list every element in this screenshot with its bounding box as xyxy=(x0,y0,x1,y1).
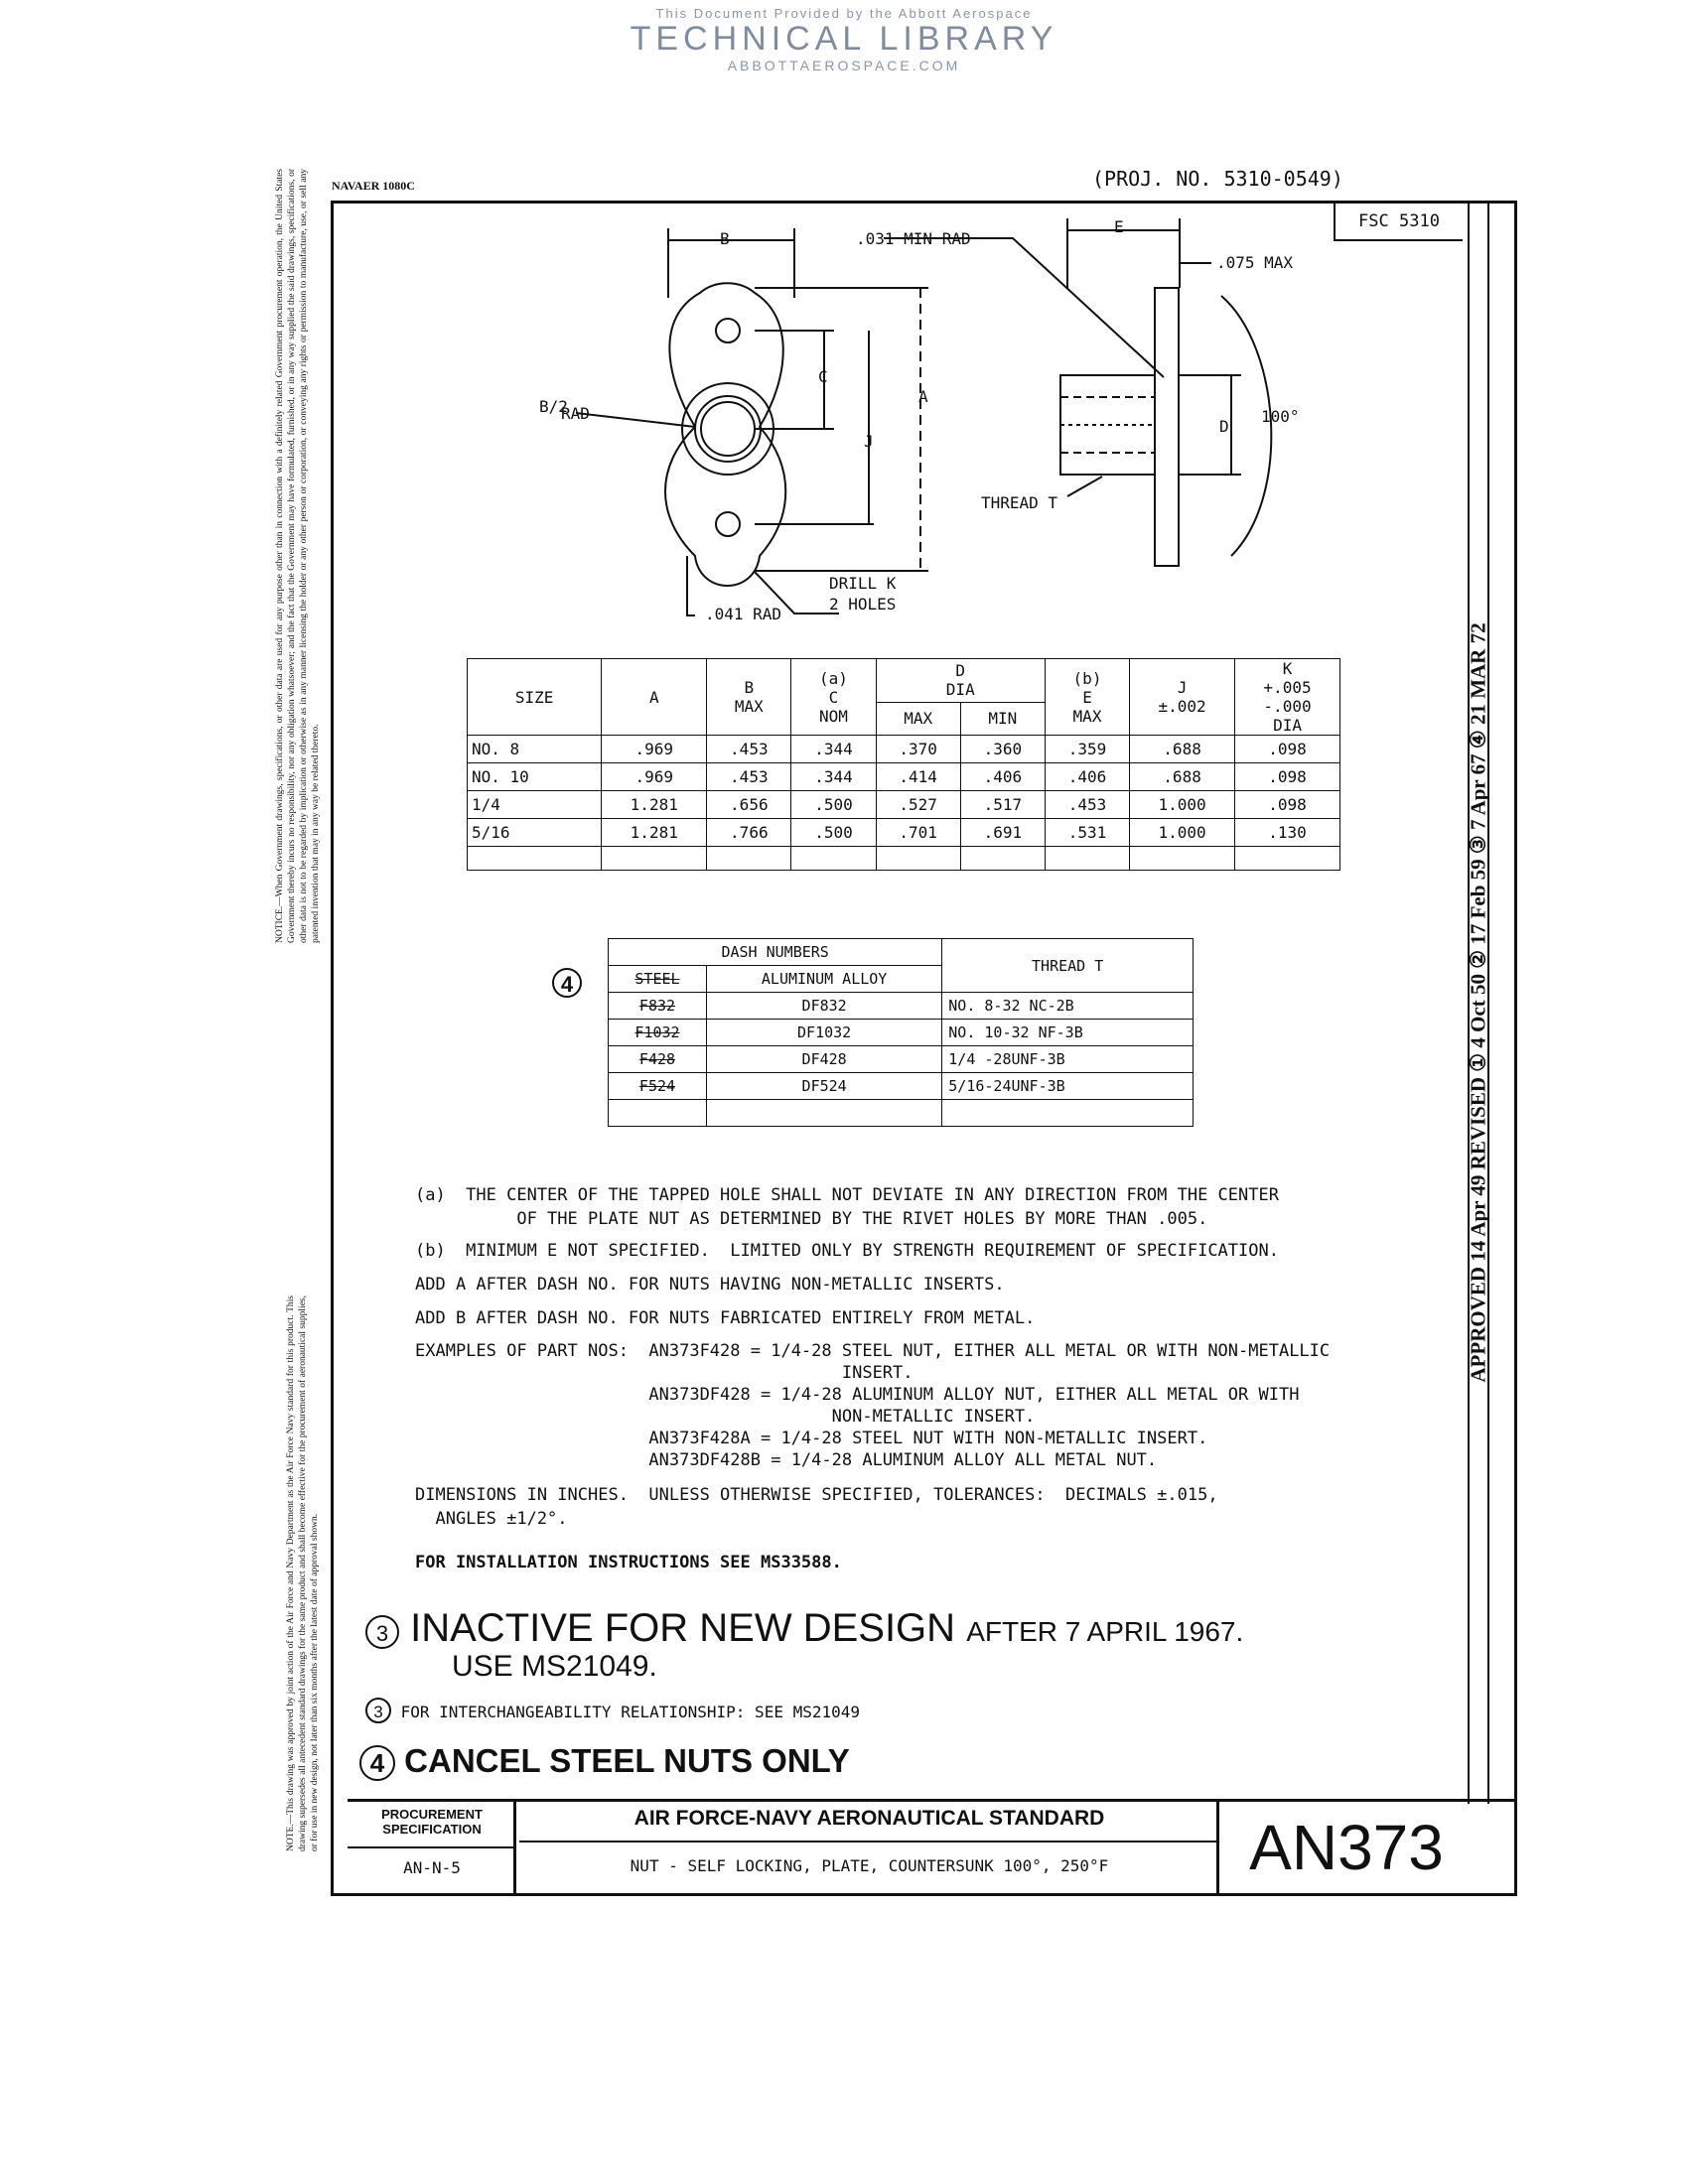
label-075: .075 MAX xyxy=(1216,253,1294,272)
label-b: B xyxy=(720,229,730,248)
dash-row xyxy=(609,1073,1194,1100)
dash-row-empty xyxy=(609,1100,1194,1127)
label-c: C xyxy=(818,367,828,386)
dash-cell-steel: F1032 xyxy=(609,1020,707,1046)
part-description: NUT - SELF LOCKING, PLATE, COUNTERSUNK 100°, 250°F xyxy=(630,1856,1109,1875)
label-a: A xyxy=(918,387,928,406)
cell-dmax: .527 xyxy=(876,791,960,819)
notice-text: NOTICE.—When Government drawings, specifications, or other data are used for any purpose other than in connection with a definitely related Government procurement operation, the United States Government thereby incurs no responsibility, nor any obligation whatsoever; and the fact that the Government may have formulated, furnished, or in any way supplied the said drawings, specifications, or other data is not to be regarded by implication or otherwise as in any manner licensing the holder or any other person or corporation, or conveying any rights or permission to manufacture, use, or sell any patented invention that may in any way be related thereto. xyxy=(275,169,321,943)
procurement-divider xyxy=(348,1846,516,1848)
cell-j: 1.000 xyxy=(1130,819,1235,847)
notes-block xyxy=(415,1183,1458,1574)
fsc-box: FSC 5310 xyxy=(1334,202,1463,241)
note-add-a: ADD A AFTER DASH NO. FOR NUTS HAVING NON-METALLIC INSERTS. xyxy=(415,1275,1005,1295)
library-header-title: TECHNICAL LIBRARY xyxy=(630,20,1058,58)
note-a-line1: (a) THE CENTER OF THE TAPPED HOLE SHALL NOT DEVIATE IN ANY DIRECTION FROM THE CENTER xyxy=(415,1185,1279,1205)
use-ms21049: USE MS21049. xyxy=(452,1650,657,1683)
cell-b: .656 xyxy=(707,791,791,819)
cell-size: 1/4 xyxy=(468,791,602,819)
dash-cell-alum: DF428 xyxy=(706,1046,941,1073)
cell-size: NO. 8 xyxy=(468,736,602,763)
cell-size: 5/16 xyxy=(468,819,602,847)
aluminum-header: ALUMINUM ALLOY xyxy=(706,966,941,993)
header-k: K +.005 -.000 DIA xyxy=(1235,659,1340,736)
cell-e: .531 xyxy=(1045,819,1129,847)
approval-note: NOTE.—This drawing was approved by joint action of the Air Force and Navy Department as the Air Force Navy standard for this product. This drawing supersedes all antecedent standard drawings for the same product and shall become effective for the procurement of aeronautical supplies, or for use in new design, not later than six months after the latest date of approval shown. xyxy=(286,1296,320,1851)
rivet-hole-top xyxy=(716,319,740,342)
table-row xyxy=(468,763,1340,791)
cell-a: .969 xyxy=(602,763,707,791)
cell-k: .098 xyxy=(1235,791,1340,819)
example-2b: NON-METALLIC INSERT. xyxy=(415,1407,1036,1427)
table-row xyxy=(468,819,1340,847)
flange xyxy=(1155,288,1179,566)
cell-a: .969 xyxy=(602,736,707,763)
cell-k: .130 xyxy=(1235,819,1340,847)
cell-j: .688 xyxy=(1130,736,1235,763)
label-drill: DRILL K xyxy=(829,574,897,593)
header-e: (b) E MAX xyxy=(1045,659,1129,736)
label-thread: THREAD T xyxy=(981,493,1058,512)
dash-cell-thread: 5/16-24UNF-3B xyxy=(942,1073,1194,1100)
cell-c: .500 xyxy=(791,819,876,847)
note-b: (b) MINIMUM E NOT SPECIFIED. LIMITED ONLY BY STRENGTH REQUIREMENT OF SPECIFICATION. xyxy=(415,1241,1279,1261)
dash-cell-alum: DF832 xyxy=(706,993,941,1020)
example-1b: INSERT. xyxy=(415,1363,914,1383)
dimensions-note: DIMENSIONS IN INCHES. UNLESS OTHERWISE SPECIFIED, TOLERANCES: DECIMALS ±.015, xyxy=(415,1485,1218,1505)
dash-cell-alum: DF524 xyxy=(706,1073,941,1100)
cell-a: 1.281 xyxy=(602,819,707,847)
cell-dmin: .517 xyxy=(960,791,1045,819)
thread-header: THREAD T xyxy=(942,939,1194,993)
cell-e: .453 xyxy=(1045,791,1129,819)
label-holes: 2 HOLES xyxy=(829,595,897,614)
barrel-thread xyxy=(701,402,755,456)
dash-number-table xyxy=(608,938,1194,1127)
header-d-max: MAX xyxy=(876,702,960,735)
cell-c: .344 xyxy=(791,736,876,763)
cell-a: 1.281 xyxy=(602,791,707,819)
cell-dmin: .691 xyxy=(960,819,1045,847)
inactive-notice: 3 INACTIVE FOR NEW DESIGN AFTER 7 APRIL 1967. xyxy=(365,1606,1243,1651)
dash-row xyxy=(609,1046,1194,1073)
installation-note: FOR INSTALLATION INSTRUCTIONS SEE MS33588. xyxy=(415,1553,842,1572)
interchangeability-note: 3 FOR INTERCHANGEABILITY RELATIONSHIP: SEE MS21049 xyxy=(365,1698,860,1723)
steel-header: STEEL xyxy=(609,966,707,993)
revision-strip: APPROVED 14 Apr 49 REVISED ① 4 Oct 50 ② 17 Feb 59 ③ 7 Apr 67 ④ 21 MAR 72 xyxy=(1466,622,1490,1383)
label-j: J xyxy=(864,432,874,451)
library-header-url: ABBOTTAEROSPACE.COM xyxy=(727,58,961,73)
label-041-rad: .041 RAD xyxy=(705,605,782,623)
barrel-inner xyxy=(695,396,761,462)
dash-cell-thread: NO. 8-32 NC-2B xyxy=(942,993,1194,1020)
cell-b: .766 xyxy=(707,819,791,847)
note-add-b: ADD B AFTER DASH NO. FOR NUTS FABRICATED ENTIRELY FROM METAL. xyxy=(415,1308,1036,1328)
example-3: AN373F428A = 1/4-28 STEEL NUT WITH NON-METALLIC INSERT. xyxy=(415,1429,1208,1448)
table-row-empty xyxy=(468,847,1340,871)
procurement-label: PROCUREMENT SPECIFICATION xyxy=(381,1807,483,1837)
cell-dmax: .414 xyxy=(876,763,960,791)
standard-title: AIR FORCE-NAVY AERONAUTICAL STANDARD xyxy=(633,1807,1105,1830)
label-rad: RAD xyxy=(561,404,590,423)
label-angle: 100° xyxy=(1261,407,1300,426)
example-2: AN373DF428 = 1/4-28 ALUMINUM ALLOY NUT, EITHER ALL METAL OR WITH xyxy=(415,1385,1300,1405)
cell-j: .688 xyxy=(1130,763,1235,791)
label-min-rad: .031 MIN RAD xyxy=(856,229,971,248)
header-b: B MAX xyxy=(707,659,791,736)
cell-c: .500 xyxy=(791,791,876,819)
header-size: SIZE xyxy=(468,659,602,736)
example-1: EXAMPLES OF PART NOS: AN373F428 = 1/4-28 STEEL NUT, EITHER ALL METAL OR WITH NON-METALLIC xyxy=(415,1341,1331,1361)
dash-cell-alum: DF1032 xyxy=(706,1020,941,1046)
cell-k: .098 xyxy=(1235,763,1340,791)
header-j: J ±.002 xyxy=(1130,659,1235,736)
rivet-hole-bottom xyxy=(716,512,740,536)
dash-row xyxy=(609,993,1194,1020)
cell-dmin: .406 xyxy=(960,763,1045,791)
project-number: (PROJ. NO. 5310-0549) xyxy=(1092,167,1343,191)
cell-e: .359 xyxy=(1045,736,1129,763)
header-a: A xyxy=(602,659,707,736)
note-a-line2: OF THE PLATE NUT AS DETERMINED BY THE RIVET HOLES BY MORE THAN .005. xyxy=(415,1209,1208,1229)
label-d: D xyxy=(1219,417,1229,436)
cell-k: .098 xyxy=(1235,736,1340,763)
library-header-line1: This Document Provided by the Abbott Aerospace xyxy=(655,6,1033,21)
cell-b: .453 xyxy=(707,763,791,791)
header-d: D DIA xyxy=(876,659,1045,703)
drawing-number: AN373 xyxy=(1249,1812,1444,1883)
cell-dmax: .701 xyxy=(876,819,960,847)
table-row xyxy=(468,791,1340,819)
label-b-rad: B/2 xyxy=(539,397,568,416)
cell-dmax: .370 xyxy=(876,736,960,763)
header-d-min: MIN xyxy=(960,702,1045,735)
dash-cell-steel: F428 xyxy=(609,1046,707,1073)
cell-b: .453 xyxy=(707,736,791,763)
rev-mark-4: 4 xyxy=(552,968,582,998)
cancel-notice: 4 CANCEL STEEL NUTS ONLY xyxy=(359,1742,850,1781)
cell-dmin: .360 xyxy=(960,736,1045,763)
dash-cell-steel: F832 xyxy=(609,993,707,1020)
dash-title: DASH NUMBERS xyxy=(609,939,942,966)
dash-cell-steel: F524 xyxy=(609,1073,707,1100)
cell-c: .344 xyxy=(791,763,876,791)
cell-j: 1.000 xyxy=(1130,791,1235,819)
header-c: (a) C NOM xyxy=(791,659,876,736)
spec-number: AN-N-5 xyxy=(403,1858,461,1877)
cell-e: .406 xyxy=(1045,763,1129,791)
table-row xyxy=(468,736,1340,763)
dash-cell-thread: NO. 10-32 NF-3B xyxy=(942,1020,1194,1046)
cell-size: NO. 10 xyxy=(468,763,602,791)
doc-code: NAVAER 1080C xyxy=(332,179,415,193)
label-e: E xyxy=(1114,217,1124,236)
dimension-table xyxy=(467,658,1340,871)
title-divider xyxy=(519,1841,1219,1843)
angles-note: ANGLES ±1/2°. xyxy=(415,1509,568,1529)
example-4: AN373DF428B = 1/4-28 ALUMINUM ALLOY ALL METAL NUT. xyxy=(415,1450,1158,1470)
dash-row xyxy=(609,1020,1194,1046)
dash-cell-thread: 1/4 -28UNF-3B xyxy=(942,1046,1194,1073)
